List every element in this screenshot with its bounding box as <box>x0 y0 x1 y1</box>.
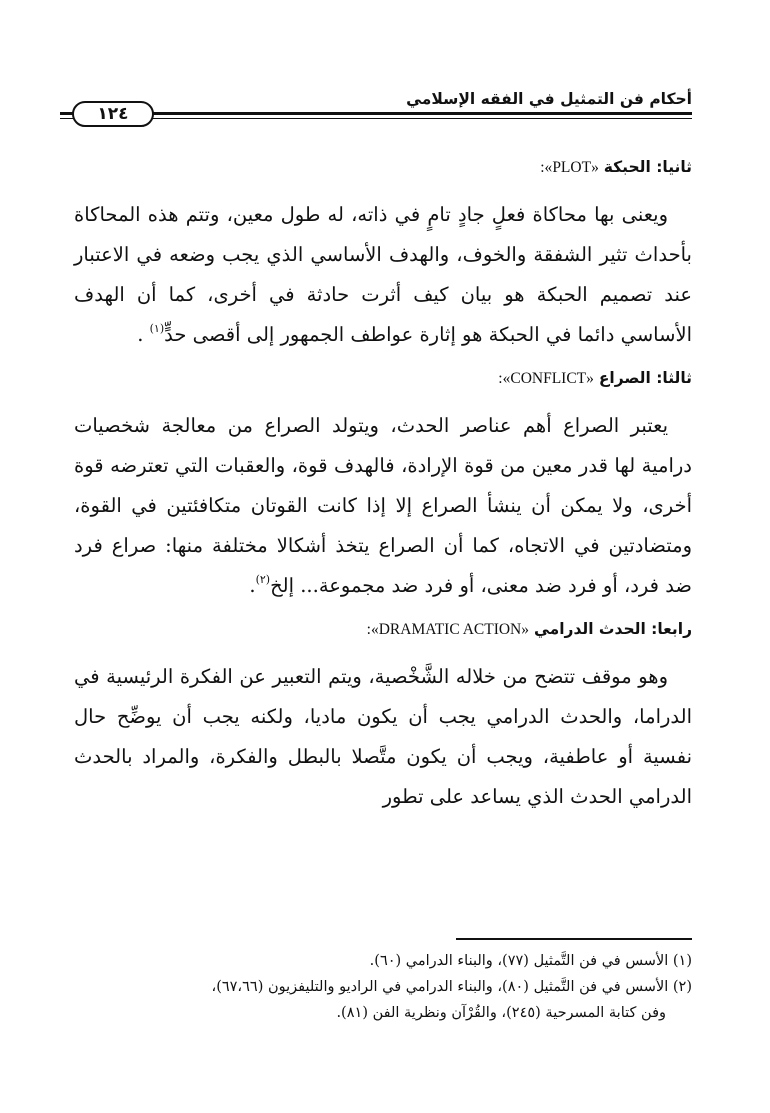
heading-label: ثالثا: الصراع <box>598 369 692 387</box>
paragraph-text: وهو موقف تتضح من خلاله الشَّخْصية، ويتم التعبير عن الفكرة الرئيسية في الدراما، والحدث الدرامي يجب أن يكون ماديا، ولكنه يجب أن يوضِّح حال نفسية أو عاطفية، ويجب أن يكون متَّصلا بالبطل والفكرة، والمراد بالحدث الدرامي الحدث الذي يساعد على تطور <box>74 665 692 808</box>
footnote-number: (٢) <box>672 979 692 995</box>
footnotes <box>74 948 692 1026</box>
footnote-item <box>74 948 692 974</box>
heading-label: ثانيا: الحبكة <box>603 158 692 176</box>
paragraph-end: . <box>137 323 150 346</box>
footnote-separator <box>456 938 692 940</box>
footnote-text: الأسس في فن التَّمثيل (٧٧)، والبناء الدرامي (٦٠). <box>369 953 669 969</box>
heading-term: «PLOT»: <box>540 159 599 176</box>
section-heading-plot <box>74 154 692 181</box>
header-rule <box>60 112 692 115</box>
footnote-ref: (٢) <box>255 573 271 586</box>
section-heading-dramatic-action <box>74 616 692 643</box>
paragraph-conflict <box>74 406 692 606</box>
footnote-text: الأسس في فن التَّمثيل (٨٠)، والبناء الدرامي في الراديو والتليفزيون (٦٧،٦٦)، <box>211 979 669 995</box>
footnote-ref: (١) <box>149 322 165 335</box>
running-header <box>60 84 692 134</box>
header-rule-thin <box>60 118 692 119</box>
heading-term: «CONFLICT»: <box>498 370 594 387</box>
paragraph-text: ويعنى بها محاكاة فعلٍ جادٍ تامٍ في ذاته، له طول معين، وتتم هذه المحاكاة بأحداث تثير الشفقة والخوف، والهدف الأساسي الذي يجب وضعه في الاعتبار عند تصميم الحبكة هو بيان كيف أثرت حادثة في أخرى، كما أن الهدف الأساسي دائما في الحبكة هو إثارة عواطف الجمهور إلى أقصى حدٍّ <box>74 203 692 346</box>
paragraph-end: . <box>249 574 256 597</box>
header-title: أحكام فن التمثيل في الفقه الإسلامي <box>406 90 692 108</box>
heading-label: رابعا: الحدث الدرامي <box>533 620 692 638</box>
footnote-number: (١) <box>672 953 692 969</box>
paragraph-text: يعتبر الصراع أهم عناصر الحدث، ويتولد الصراع من معالجة شخصيات درامية لها قدر معين من قوة الإرادة، فالهدف قوة، والعقبات التي تعترضه قوة أخرى، ولا يمكن أن ينشأ الصراع إلا إذا كانت القوتان متكافئتين في القوة، ومتضادتين في الاتجاه، كما أن الصراع يتخذ أشكالا مختلفة منها: صراع فرد ضد فرد، أو فرد ضد معنى، أو فرد ضد مجموعة... إلخ <box>74 414 692 597</box>
section-heading-conflict <box>74 365 692 392</box>
main-content <box>74 154 692 827</box>
paragraph-plot <box>74 195 692 355</box>
footnote-item <box>74 974 692 1000</box>
footnote-continuation: وفن كتابة المسرحية (٢٤٥)، والقُرْآن ونظرية الفن (٨١). <box>336 1005 666 1021</box>
heading-term: «DRAMATIC ACTION»: <box>366 621 529 638</box>
page-number: ١٢٤ <box>72 101 154 127</box>
paragraph-dramatic-action <box>74 657 692 817</box>
